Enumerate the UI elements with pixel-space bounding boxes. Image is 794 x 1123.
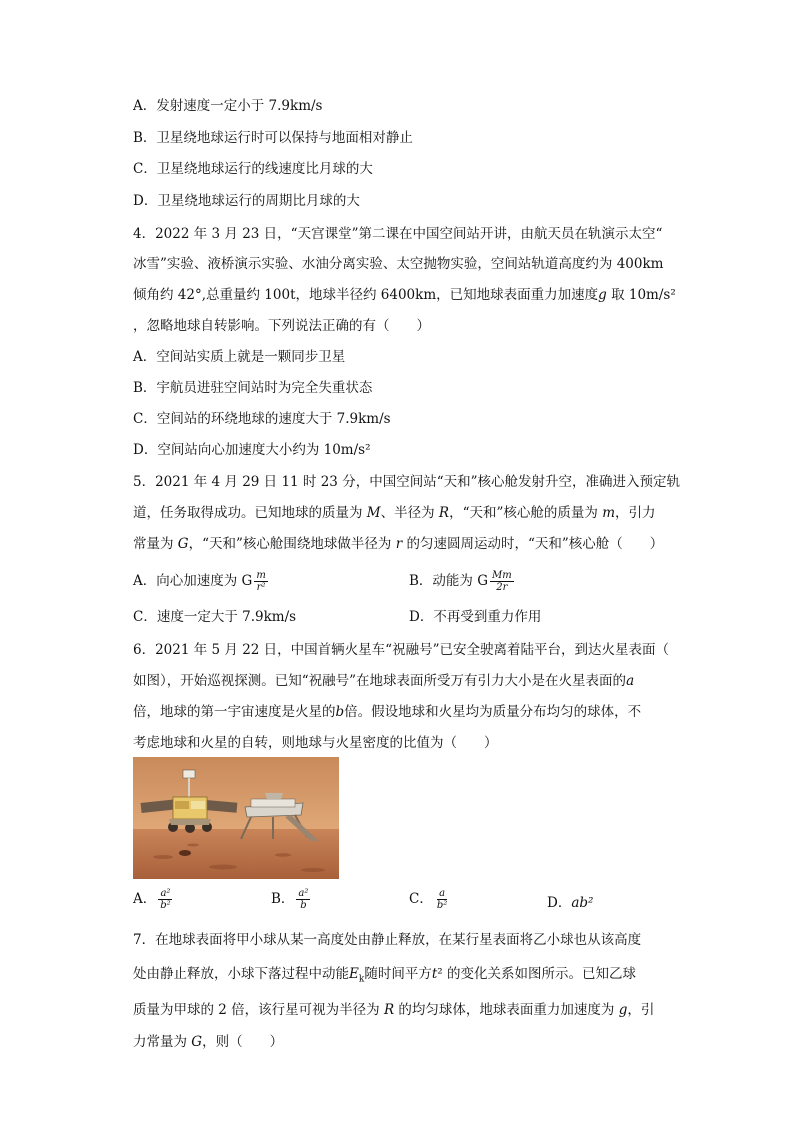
q5-line2-text-a: 道，任务取得成功。已知地球的质量为 bbox=[133, 505, 367, 521]
fraction-denominator: b² bbox=[436, 900, 448, 911]
fraction-numerator: a² bbox=[160, 888, 171, 899]
q7-line2-text-c: ² 的变化关系如图所示。已知乙球 bbox=[437, 966, 636, 982]
q7-line3-text-c: ，引 bbox=[627, 1002, 655, 1018]
q4-line3-unit: 取 10m/s² bbox=[606, 287, 676, 303]
fraction-denominator: b² bbox=[160, 900, 171, 911]
q6-option-b bbox=[271, 888, 312, 911]
q6-stem-line3 bbox=[133, 703, 641, 721]
q5-line3-text-a: 常量为 bbox=[133, 536, 178, 552]
q5-line3-text-c: 的匀速圆周运动时，“天和”核心舱（ ） bbox=[402, 536, 664, 552]
q5-option-b-fraction bbox=[490, 570, 514, 593]
q4-option-c: C．空间站的环绕地球的速度大于 7.9km/s bbox=[133, 411, 391, 427]
q3-option-d: D．卫星绕地球运行的周期比月球的大 bbox=[133, 193, 360, 209]
fraction-numerator: a² bbox=[298, 888, 309, 899]
fraction-numerator: Mm bbox=[492, 570, 512, 581]
q5-var-G: G bbox=[177, 536, 189, 552]
q7-var-g: g bbox=[618, 1002, 628, 1018]
fraction-denominator: 2r bbox=[496, 582, 508, 593]
q5-line2-text-d: ，引力 bbox=[615, 505, 656, 521]
q3-option-c: C．卫星绕地球运行的线速度比月球的大 bbox=[133, 161, 373, 177]
q7-line4-text-b: ，则（ ） bbox=[202, 1034, 284, 1050]
q5-var-r: r bbox=[395, 536, 403, 552]
q4-stem-line4: ，忽略地球自转影响。下列说法正确的有（ ） bbox=[133, 318, 430, 334]
fraction-numerator: a bbox=[439, 888, 446, 899]
q4-line3-text: 倾角约 42°,总重量约 100t，地球半径约 6400km，已知地球表面重力加速度 bbox=[133, 287, 599, 303]
q3-option-b: B．卫星绕地球运行时可以保持与地面相对静止 bbox=[133, 130, 413, 146]
q6-var-b: b bbox=[335, 704, 345, 720]
q7-var-R: R bbox=[383, 1002, 395, 1018]
q6-option-d bbox=[547, 894, 593, 912]
q3-option-a: A．发射速度一定小于 7.9km/s bbox=[133, 98, 323, 114]
q7-line3-text-b: 的均匀球体，地球表面重力加速度为 bbox=[394, 1002, 619, 1018]
q5-var-R: R bbox=[438, 505, 450, 521]
q4-option-d: D．空间站向心加速度大小约为 10m/s² bbox=[133, 442, 371, 458]
q7-var-G: G bbox=[191, 1034, 203, 1050]
q6-stem-line4: 考虑地球和火星的自转，则地球与火星密度的比值为（ ） bbox=[133, 735, 498, 751]
q4-option-b: B．宇航员进驻空间站时为完全失重状态 bbox=[133, 380, 373, 396]
q7-stem-line2 bbox=[133, 965, 636, 989]
q4-var-g: g bbox=[598, 287, 607, 303]
q4-option-a: A．空间站实质上就是一颗同步卫星 bbox=[133, 349, 346, 365]
q7-stem-line3 bbox=[133, 1001, 654, 1019]
q5-option-a-label: A．向心加速度为 G bbox=[133, 573, 253, 589]
q4-stem-line2: 冰雪”实验、液桥演示实验、水油分离实验、太空抛物实验，空间站轨道高度约为 400km bbox=[133, 256, 664, 272]
q6-line2-text: 如图），开始巡视探测。已知“祝融号”在地球表面所受万有引力大小是在火星表面的 bbox=[133, 673, 627, 689]
q6-option-b-label: B． bbox=[271, 891, 295, 907]
q6-option-c-label: C． bbox=[409, 891, 433, 907]
q6-option-c-fraction bbox=[435, 888, 449, 911]
q5-stem-line1: 5．2021 年 4 月 29 日 11 时 23 分，中国空间站“天和”核心舱发射升空，准确进入预定轨 bbox=[133, 474, 680, 490]
q7-line3-text-a: 质量为甲球的 2 倍，该行星可视为半径为 bbox=[133, 1002, 384, 1018]
q6-option-a-label: A． bbox=[133, 891, 157, 907]
q7-stem-line4 bbox=[133, 1033, 283, 1051]
mars-rover-photo bbox=[133, 757, 339, 879]
q6-line3-text-a: 倍，地球的第一宇宙速度是火星的 bbox=[133, 704, 336, 720]
q5-var-M: M bbox=[366, 505, 381, 521]
q6-option-b-fraction bbox=[296, 888, 310, 911]
q7-var-E: E bbox=[349, 966, 359, 982]
q6-option-a bbox=[133, 888, 175, 911]
q5-var-m: m bbox=[602, 505, 616, 521]
q5-option-b bbox=[409, 570, 516, 593]
q6-stem-line2 bbox=[133, 672, 634, 690]
q6-line3-text-b: 倍。假设地球和火星均为质量分布均匀的球体，不 bbox=[344, 704, 642, 720]
q7-line2-text-b: 随时间平方 bbox=[364, 966, 432, 982]
q7-var-k-subscript: k bbox=[358, 974, 365, 985]
q5-line2-text-c: ，“天和”核心舱的质量为 bbox=[449, 505, 603, 521]
q4-stem-line1: 4．2022 年 3 月 23 日，“天宫课堂”第二课在中国空间站开讲，由航天员在轨演示太空“ bbox=[133, 226, 663, 242]
q5-option-a bbox=[133, 570, 270, 593]
q6-option-c bbox=[409, 888, 451, 911]
q5-line3-text-b: ，“天和”核心舱围绕地球做半径为 bbox=[188, 536, 396, 552]
q7-line4-text-a: 力常量为 bbox=[133, 1034, 192, 1050]
fraction-numerator: m bbox=[256, 570, 266, 581]
fraction-denominator: r² bbox=[256, 582, 266, 593]
q6-option-d-value: ab² bbox=[571, 895, 594, 911]
q6-stem-line1: 6．2021 年 5 月 22 日，中国首辆火星车“祝融号”已安全驶离着陆平台，到达火星表面（ bbox=[133, 642, 669, 658]
q5-option-c: C．速度一定大于 7.9km/s bbox=[133, 609, 297, 625]
q5-option-b-label: B．动能为 G bbox=[409, 573, 488, 589]
fraction-denominator: b bbox=[300, 900, 307, 911]
q4-stem-line3 bbox=[133, 286, 676, 304]
q7-line2-text-a: 处由静止释放，小球下落过程中动能 bbox=[133, 966, 349, 982]
q6-var-a: a bbox=[626, 673, 635, 689]
q5-stem-line2 bbox=[133, 504, 656, 522]
q6-option-a-fraction bbox=[158, 888, 172, 911]
q5-line2-text-b: 、半径为 bbox=[380, 505, 439, 521]
q5-option-d: D．不再受到重力作用 bbox=[409, 609, 542, 625]
q6-option-d-label: D． bbox=[547, 895, 572, 911]
q5-option-a-fraction bbox=[254, 570, 267, 593]
q5-stem-line3 bbox=[133, 535, 663, 553]
q7-stem-line1: 7．在地球表面将甲小球从某一高度处由静止释放，在某行星表面将乙小球也从该高度 bbox=[133, 932, 642, 948]
q7-var-t: t bbox=[431, 966, 438, 982]
